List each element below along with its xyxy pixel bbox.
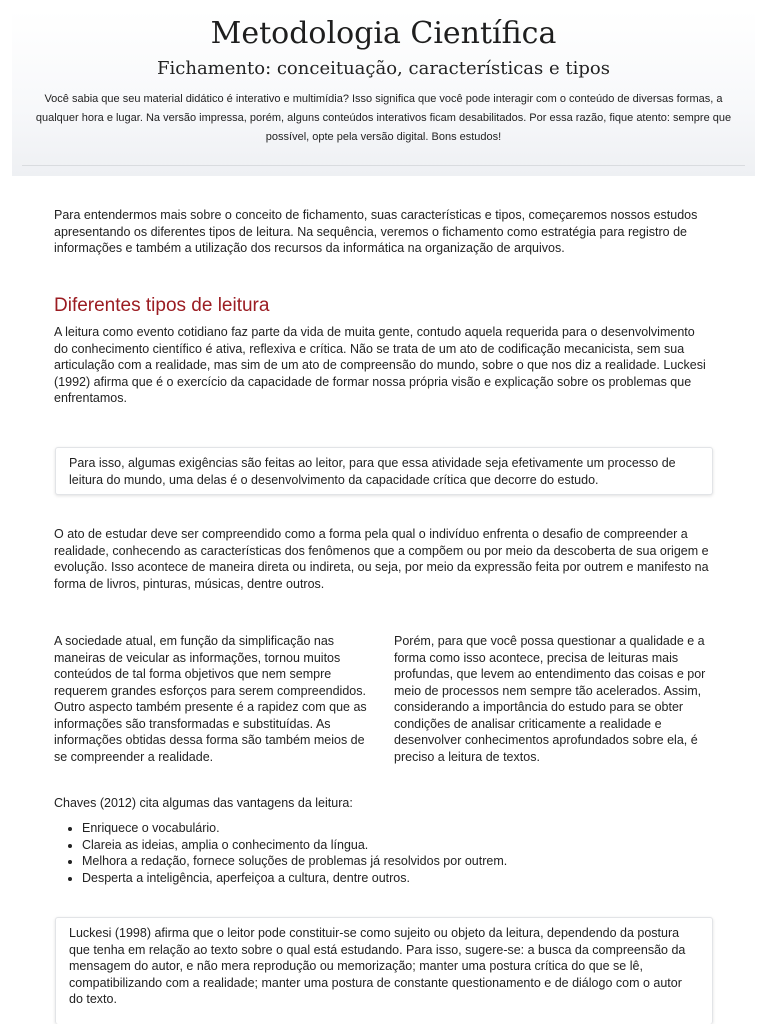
list-item: • Clareia as ideias, amplia o conhecimento da língua. [82, 837, 682, 854]
section-heading: Diferentes tipos de leitura [54, 295, 270, 316]
section-paragraph-2: O ato de estudar deve ser compreendido como a forma pela qual o indivíduo enfrenta o desafio de compreender a realidade, conhecendo as características dos fenômenos que a compõem ou por meio da descoberta de sua origem e evolução. Isso acontece de maneira direta ou indireta, ou seja, por meio da expressão feita por outrem e manifesto na forma de livros, pinturas, músicas, dentre outros. [54, 527, 709, 591]
page-subtitle: Fichamento: conceituação, características e tipos [157, 58, 610, 79]
document-header [12, 10, 755, 176]
callout-box-2 [55, 917, 713, 1024]
section-paragraph-1: A leitura como evento cotidiano faz parte da vida de muita gente, contudo aquela requerida para o desenvolvimento do conhecimento científico é ativa, reflexiva e crítica. Não se trata de um ato de codificação mecanicista, sem sua articulação com a realidade, mas sim de um ato de compreensão do mundo, sobre o que nos diz a realidade. Luckesi (1992) afirma que é o exercício da capacidade de formar nossa própria visão e explicação sobre os problemas que enfrentamos. [54, 325, 706, 405]
column-left: A sociedade atual, em função da simplificação nas maneiras de veicular as informações, tornou muitos conteúdos de tal forma objetivos que nem sempre requerem grandes esforços para serem compreendidos. Outro aspecto também presente é a rapidez com que as informações são transformadas e substituídas. As informações obtidas dessa forma são também meios de se compreender a realidade. [54, 634, 367, 764]
header-divider [22, 165, 745, 166]
callout-text-1: Para isso, algumas exigências são feitas ao leitor, para que essa atividade seja efetivamente um processo de leitura do mundo, uma delas é o desenvolvimento da capacidade crítica que decorre do estudo. [69, 456, 676, 487]
column-right: Porém, para que você possa questionar a qualidade e a forma como isso acontece, precisa de leituras mais profundas, que levem ao entendimento das coisas e por meio de processos nem sempre tão acelerados. Assim, considerando a importância do estudo para se obter condições de analisar criticamente a realidade e desenvolver conhecimentos aprofundados sobre ela, é preciso a leitura de textos. [394, 634, 706, 764]
list-intro: Chaves (2012) cita algumas das vantagens da leitura: [54, 796, 353, 810]
page-title: Metodologia Científica [210, 16, 557, 51]
advantages-list [54, 820, 682, 886]
callout-text-2: Luckesi (1998) afirma que o leitor pode constituir-se como sujeito ou objeto da leitura, dependendo da postura que tenha em relação ao texto sobre o qual está estudando. Para isso, sugere-se: a busca da compreensão da mensagem do autor, e não mera reprodução ou memorização; manter uma postura crítica do que se lê, compatibilizando com a realidade; manter uma postura de constante questionamento e de diálogo com o autor do texto. [69, 926, 686, 1006]
digital-notice: Você sabia que seu material didático é interativo e multimídia? Isso significa que você pode interagir com o conteúdo de diversas formas, a qualquer hora e lugar. Na versão impressa, porém, alguns conteúdos interativos ficam desabilitados. Por essa razão, fique atento: sempre que possível, opte pela versão digital. Bons estudos! [35, 93, 732, 143]
list-item: • Desperta a inteligência, aperfeiçoa a cultura, dentre outros. [82, 870, 682, 887]
list-item: • Melhora a redação, fornece soluções de problemas já resolvidos por outrem. [82, 853, 682, 870]
list-item: • Enriquece o vocabulário. [82, 820, 682, 837]
intro-paragraph: Para entendermos mais sobre o conceito de fichamento, suas características e tipos, começaremos nossos estudos apresentando os diferentes tipos de leitura. Na sequência, veremos o fichamento como estratégia para registro de informações e também a utilização dos recursos da informática na organização de arquivos. [54, 208, 698, 255]
callout-box-1 [55, 447, 713, 495]
